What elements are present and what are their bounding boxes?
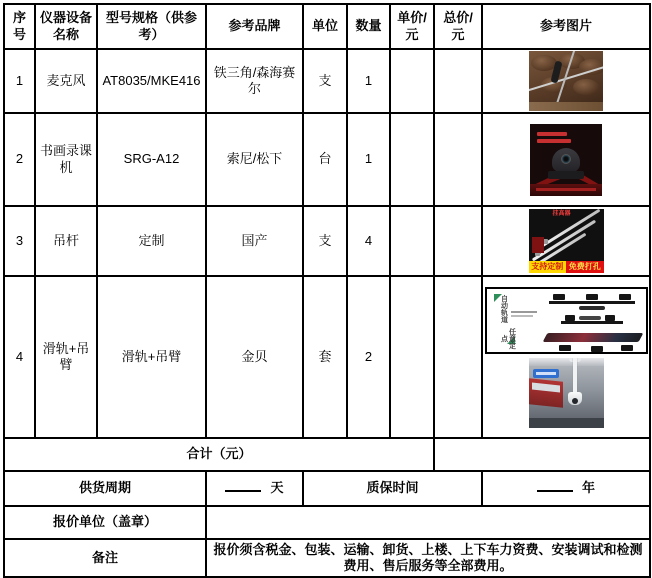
supply-period-value: 天 <box>206 471 303 506</box>
header-quantity: 数量 <box>347 4 390 49</box>
cell-total-price <box>434 113 482 206</box>
blank-line <box>537 480 573 492</box>
header-no: 序号 <box>4 4 35 49</box>
cell-qty: 1 <box>347 49 390 113</box>
cell-brand: 国产 <box>206 206 303 276</box>
table-row <box>4 276 650 438</box>
header-equipment-name: 仪器设备名称 <box>35 4 97 49</box>
total-value <box>434 438 650 471</box>
cell-model: SRG-A12 <box>97 113 206 206</box>
cell-no: 4 <box>4 276 35 438</box>
cell-model: 定制 <box>97 206 206 276</box>
ceiling-pole <box>573 358 577 392</box>
rail-vertical-text-2: 任意定点 <box>500 327 516 349</box>
rod-tag-text: 挂高器 <box>552 211 571 217</box>
cell-name: 书画录课机 <box>35 113 97 206</box>
install-badge <box>533 369 559 378</box>
warranty-value: 年 <box>482 471 650 506</box>
total-row <box>4 438 650 471</box>
cell-total-price <box>434 276 482 438</box>
header-model-spec: 型号规格（供参考） <box>97 4 206 49</box>
warranty-label: 质保时间 <box>303 471 482 506</box>
header-unit-price: 单价/元 <box>390 4 434 49</box>
cell-unit: 支 <box>303 49 347 113</box>
cell-qty: 1 <box>347 113 390 206</box>
cell-unit: 支 <box>303 206 347 276</box>
cell-name: 麦克风 <box>35 49 97 113</box>
camera-lens <box>561 154 571 164</box>
header-unit: 单位 <box>303 4 347 49</box>
quotation-table <box>3 3 651 578</box>
cell-unit: 台 <box>303 113 347 206</box>
quote-company-value <box>206 506 650 539</box>
cell-model: AT8035/MKE416 <box>97 49 206 113</box>
remark-row <box>4 539 650 577</box>
cell-qty: 4 <box>347 206 390 276</box>
cell-unit-price <box>390 276 434 438</box>
cell-total-price <box>434 49 482 113</box>
header-reference-image: 参考图片 <box>482 4 650 49</box>
microphone-photo <box>529 51 603 111</box>
cell-reference-image <box>482 206 650 276</box>
cell-no: 3 <box>4 206 35 276</box>
total-label: 合计（元） <box>4 438 434 471</box>
header-brand: 参考品牌 <box>206 4 303 49</box>
cell-model: 滑轨+吊臂 <box>97 276 206 438</box>
quote-company-label: 报价单位（盖章） <box>4 506 206 539</box>
table-row <box>4 49 650 113</box>
ptz-camera-photo <box>530 124 602 196</box>
header-row <box>4 4 650 49</box>
rod-banner-left: 支持定制 <box>529 261 567 273</box>
cell-brand: 金贝 <box>206 276 303 438</box>
rail-vertical-text-1: 自动轨道 <box>500 294 508 323</box>
table-row <box>4 113 650 206</box>
remark-text: 报价须含税金、包装、运输、卸货、上楼、上下车力资费、安装调试和检测费用、售后服务等全部费用。 <box>206 539 650 577</box>
cell-no: 2 <box>4 113 35 206</box>
cell-unit-price <box>390 113 434 206</box>
cell-reference-image <box>482 49 650 113</box>
blank-line <box>225 480 261 492</box>
table-row <box>4 206 650 276</box>
cell-unit: 套 <box>303 276 347 438</box>
cell-name: 吊杆 <box>35 206 97 276</box>
cell-reference-image <box>482 276 650 438</box>
cell-no: 1 <box>4 49 35 113</box>
slide-rail-photo <box>485 287 648 354</box>
rod-banner <box>529 261 604 273</box>
ceiling-camera-photo <box>529 358 604 428</box>
quote-company-row <box>4 506 650 539</box>
cell-name: 滑轨+吊臂 <box>35 276 97 438</box>
remark-label: 备注 <box>4 539 206 577</box>
cell-brand: 索尼/松下 <box>206 113 303 206</box>
boom-rod-photo <box>529 209 604 273</box>
cell-brand: 铁三角/森海赛尔 <box>206 49 303 113</box>
supply-warranty-row <box>4 471 650 506</box>
cell-total-price <box>434 206 482 276</box>
cell-reference-image <box>482 113 650 206</box>
cell-unit-price <box>390 206 434 276</box>
cell-qty: 2 <box>347 276 390 438</box>
rod-banner-right: 免费打孔 <box>566 261 604 273</box>
header-total-price: 总价/元 <box>434 4 482 49</box>
cell-unit-price <box>390 49 434 113</box>
supply-period-label: 供货周期 <box>4 471 206 506</box>
